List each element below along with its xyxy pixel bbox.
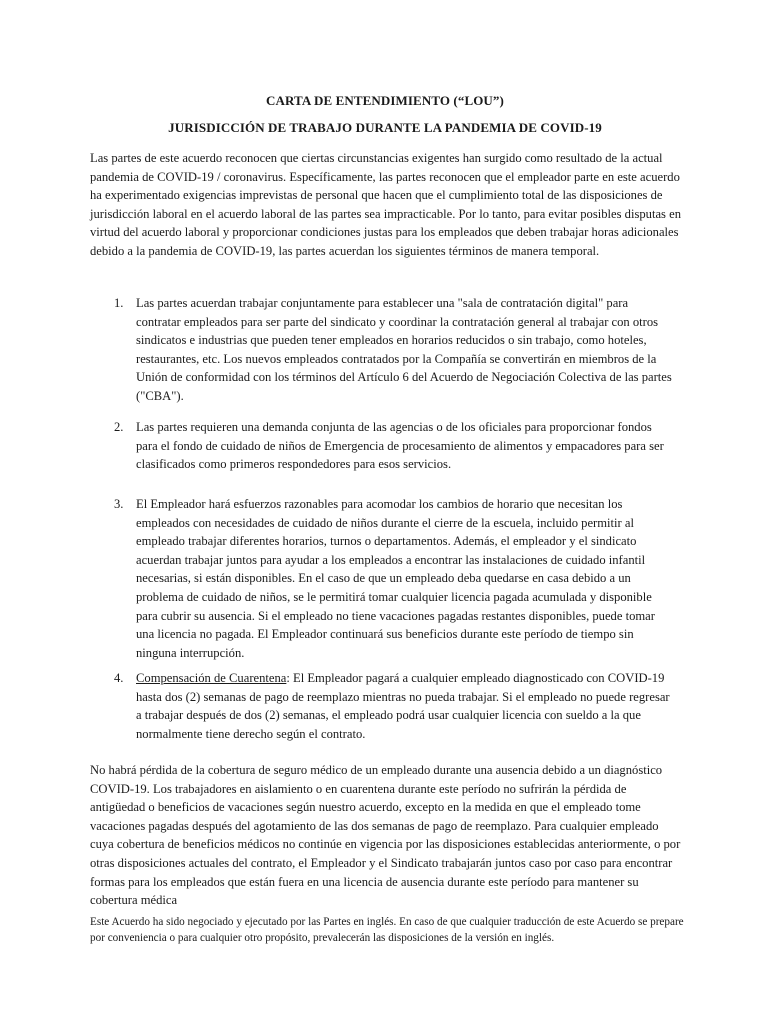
closing-paragraph: No habrá pérdida de la cobertura de seguro médico de un empleado durante una ausencia debido a un diagnóstico COVID-19. Los trabajadores en aislamiento o en cuarentena durante este período no sufrirán la pérdida de antigüedad o beneficios de vacaciones según nuestro acuerdo, excepto en la medida en que el empleado tome vacaciones pagadas después del agotamiento de las dos semanas de pago de reemplazo. Para cualquier empleado cuya cobertura de beneficios médicos no continúe en vigencia por las disposiciones establecidas anteriormente, o por otras disposiciones actuales del contrato, el Empleador y el Sindicato trabajarán juntos caso por caso para encontrar formas para los empleados que están fuera en una licencia de ausencia durante este período para mantener su cobertura médica bbox=[90, 763, 681, 908]
translation-note: Este Acuerdo ha sido negociado y ejecutado por las Partes en inglés. En caso de que cualquier traducción de este Acuerdo se prepare por conveniencia o para cualquier otro propósito, prevalecerán las disposiciones de la versión en inglés. bbox=[90, 916, 684, 945]
list-item-text: Las partes acuerdan trabajar conjuntamente para establecer una "sala de contratación digital" para contratar empleados para ser parte del sindicato y coordinar la contratación general al trabajar con otros sindicatos e industrias que pueden tener empleados en horarios reducidos o sin trabajo, como hoteles, restaurantes, etc. Los nuevos empleados contratados por la Compañía se convertirán en miembros de la Unión de conformidad con los términos del Artículo 6 del Acuerdo de Negociación Colectiva de las partes ("CBA"). bbox=[136, 296, 672, 403]
list-item-text: Las partes requieren una demanda conjunta de las agencias o de los oficiales para proporcionar fondos para el fondo de cuidado de niños de Emergencia de procesamiento de alimentos y empacadores para ser clasificados como primeros respondedores para esos servicios. bbox=[136, 420, 664, 472]
document-subtitle: JURISDICCIÓN DE TRABAJO DURANTE LA PANDEMIA DE COVID-19 bbox=[168, 120, 602, 135]
list-item bbox=[114, 418, 674, 474]
list-item-number: 1. bbox=[114, 296, 124, 310]
list-item-heading: Compensación de Cuarentena bbox=[136, 671, 287, 685]
list-item-number: 3. bbox=[114, 497, 124, 511]
list-item-text: El Empleador hará esfuerzos razonables para acomodar los cambios de horario que necesitan los empleados con necesidades de cuidado de niños durante el cierre de la escuela, incluido permitir al empleado trabajar diferentes horarios, turnos o departamentos. Además, el empleador y el sindicato acuerdan trabajar juntos para ayudar a los empleados a encontrar las instalaciones de cuidado infantil necesarias, si están disponibles. En el caso de que un empleado deba quedarse en casa debido a un problema de cuidado de niños, se le permitirá tomar cualquier licencia pagada acumulada y disponible para cubrir su ausencia. Si el empleado no tiene vacaciones pagadas restantes disponibles, puede tomar una licencia no pagada. El Empleador continuará sus beneficios durante este período de tiempo sin ninguna interrupción. bbox=[136, 497, 655, 660]
list-item bbox=[114, 669, 674, 743]
list-item bbox=[114, 294, 674, 406]
intro-paragraph: Las partes de este acuerdo reconocen que ciertas circunstancias exigentes han surgido como resultado de la actual pandemia de COVID-19 / coronavirus. Específicamente, las partes reconocen que el empleador parte en este acuerdo ha experimentado exigencias imprevistas de personal que hacen que el cumplimiento total de las disposiciones de jurisdicción laboral en el acuerdo laboral de las partes sea impracticable. Por lo tanto, para evitar posibles disputas en virtud del acuerdo laboral y proporcionar condiciones justas para los empleados que deben trabajar horas adicionales debido a la pandemia de COVID-19, las partes acuerdan los siguientes términos de manera temporal. bbox=[90, 151, 681, 258]
list-item-number: 2. bbox=[114, 420, 124, 434]
list-item-text bbox=[136, 669, 674, 743]
list-item-number: 4. bbox=[114, 671, 124, 685]
list-item-body: : El Empleador pagará a cualquier empleado diagnosticado con COVID-19 hasta dos (2) semanas de pago de reemplazo mientras no pueda trabajar. Si el empleado no puede regresar a trabajar después de dos (2) semanas, el empleado podrá usar cualquier licencia con sueldo a la que normalmente tiene derecho según el contrato. bbox=[136, 671, 670, 741]
document-title: CARTA DE ENTENDIMIENTO (“LOU”) bbox=[266, 93, 504, 108]
list-item bbox=[114, 495, 674, 662]
